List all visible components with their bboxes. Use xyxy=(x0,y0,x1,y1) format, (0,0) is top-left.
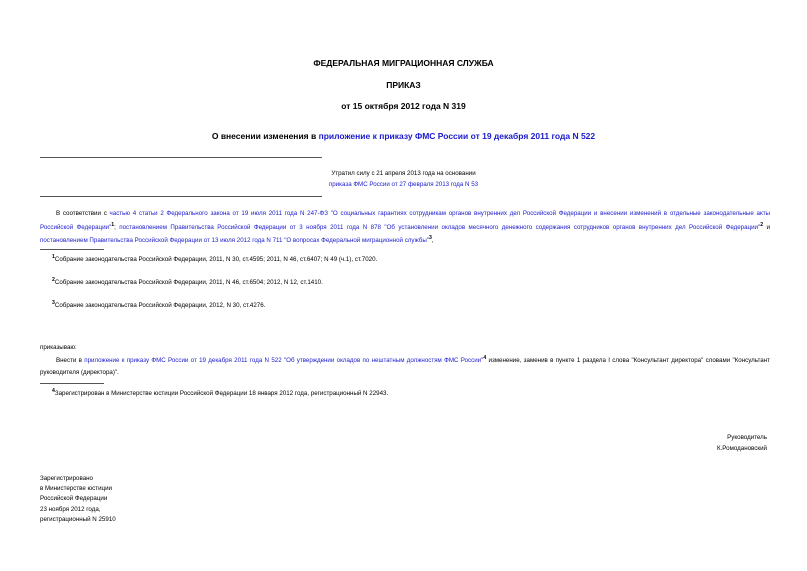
document-title xyxy=(0,131,807,141)
title-prefix: О внесении изменения в xyxy=(211,131,319,141)
registration-line: 23 ноября 2012 года, xyxy=(40,505,101,513)
signature-position: Руководитель xyxy=(727,434,767,441)
registration-line: в Министерстве юстиции xyxy=(40,485,113,493)
signature-name: К.Ромодановский xyxy=(716,445,767,452)
preamble-law-link[interactable]: частью 4 статьи 2 Федерального закона от 19 июля 2011 года N 247-ФЗ "О социальных гарантиях сотрудникам органов внутренних дел Российской Федерации и внесении изменений в отдельные законодательные акты Российской Федерации" xyxy=(40,210,770,231)
agency-name: ФЕДЕРАЛЬНАЯ МИГРАЦИОННАЯ СЛУЖБА xyxy=(313,58,494,68)
footnote-3-mark: 3 xyxy=(52,300,55,306)
footnote-4-text: Зарегистрирован в Министерстве юстиции Российской Федерации 18 января 2012 года, регистрационный N 22943. xyxy=(54,390,389,398)
preamble-text-3: и xyxy=(763,223,770,231)
preamble-text-1: В соответствии с xyxy=(56,210,110,217)
footnote-ref-1[interactable]: 1 xyxy=(111,221,115,228)
registration-line: Российской Федерации xyxy=(40,495,108,503)
document-date: от 15 октября 2012 года N 319 xyxy=(341,101,466,111)
footnote-1 xyxy=(52,254,377,263)
footnote-2-mark: 2 xyxy=(52,277,55,283)
divider-bottom xyxy=(40,196,322,197)
divider-top xyxy=(40,157,322,158)
preamble-text-2: ; xyxy=(114,223,120,231)
footnote-4-mark: 4 xyxy=(52,388,55,394)
footnote-ref-4[interactable]: 4 xyxy=(483,355,487,361)
title-amended-order-link[interactable]: приложение к приказу ФМС России от 19 декабря 2011 года N 522 xyxy=(318,131,596,141)
footnote-2 xyxy=(52,277,323,286)
preamble-paragraph xyxy=(40,208,770,247)
footnote-2-text: Собрание законодательства Российской Федерации, 2011, N 46, ст.6504; 2012, N 12, ст.1410. xyxy=(54,279,323,287)
registration-line: Зарегистрировано xyxy=(40,475,93,482)
document-type: ПРИКАЗ xyxy=(386,80,421,90)
footnote-ref-2[interactable]: 2 xyxy=(760,221,764,228)
order-text-2: изменение, заменив в пункте 1 раздела I слова "Консультант директора" словами "Консультант руководителя (директора)". xyxy=(40,357,770,376)
status-line: Утратил силу с 21 апреля 2013 года на основании xyxy=(331,170,476,177)
order-annex-link[interactable]: приложение к приказу ФМС России от 19 декабря 2011 года N 522 "Об утверждении окладов по нештатным должностям ФМС России" xyxy=(84,357,484,365)
status-repeal-order-link[interactable]: приказа ФМС России от 27 февраля 2013 года N 53 xyxy=(328,181,479,188)
preamble-text-4: , xyxy=(431,237,434,245)
footnote-3-text: Собрание законодательства Российской Федерации, 2012, N 30, ст.4276. xyxy=(54,302,266,310)
order-text-1: Внести в xyxy=(56,357,85,365)
registration-line: регистрационный N 25910 xyxy=(40,515,116,523)
registration-block xyxy=(40,474,116,525)
footnote-3 xyxy=(52,300,265,309)
preamble-decree-878-link[interactable]: постановлением Правительства Российской Федерации от 3 ноября 2011 года N 878 "Об установлении окладов месячного денежного содержания сотрудников органов внутренних дел Российской Федерации" xyxy=(119,223,761,231)
order-paragraph xyxy=(40,353,770,378)
footnote-divider xyxy=(40,249,104,250)
footnote-4 xyxy=(52,388,388,397)
footnote-4-divider xyxy=(40,383,104,384)
footnote-1-mark: 1 xyxy=(52,254,55,260)
footnote-ref-3[interactable]: 3 xyxy=(428,235,432,242)
footnote-1-text: Собрание законодательства Российской Федерации, 2011, N 30, ст.4595; 2011, N 46, ст.6407; N 49 (ч.1), ст.7020. xyxy=(54,256,378,264)
order-prikazyvayu: приказываю: xyxy=(40,344,77,351)
preamble-decree-711-link[interactable]: постановлением Правительства Российской Федерации от 13 июля 2012 года N 711 "О вопросах Федеральной миграционной службы" xyxy=(40,237,429,245)
